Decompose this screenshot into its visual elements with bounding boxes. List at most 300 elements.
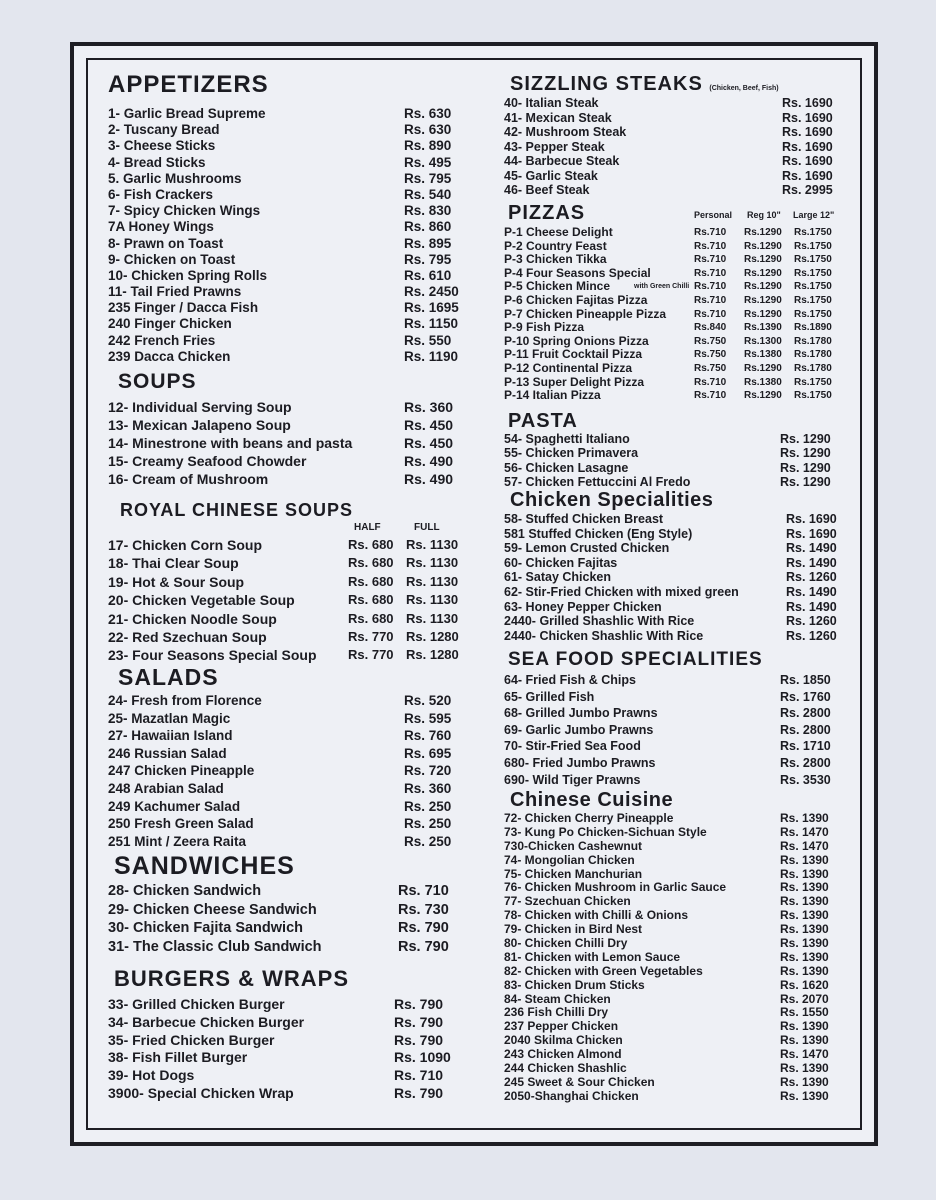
item-price: Rs. 1290 — [780, 460, 831, 475]
item-name: 84- Steam Chicken — [504, 991, 611, 1006]
menu-item-row — [108, 1049, 468, 1067]
item-price: Rs. 250 — [404, 816, 452, 832]
menu-item-row — [108, 762, 468, 780]
full-price: Rs. 1130 — [406, 573, 459, 589]
item-name: P-4 Four Seasons Special — [504, 265, 651, 280]
item-name: 9- Chicken on Toast — [108, 251, 236, 267]
menu-item-row — [504, 629, 850, 644]
item-name: 68- Grilled Jumbo Prawns — [504, 706, 658, 721]
item-name: 55- Chicken Primavera — [504, 446, 639, 461]
item-name: 60- Chicken Fajitas — [504, 555, 618, 570]
menu-item-row — [108, 349, 468, 365]
menu-item-row — [108, 398, 468, 416]
royal-chinese-soups-section — [108, 498, 468, 665]
reg-price: Rs.1390 — [744, 322, 782, 334]
item-name: 2- Tuscany Bread — [108, 122, 220, 138]
full-price: Rs. 1130 — [406, 555, 459, 571]
item-name: 680- Fried Jumbo Prawns — [504, 755, 656, 770]
item-price: Rs. 1690 — [782, 96, 833, 110]
item-name: 237 Pepper Chicken — [504, 1019, 619, 1034]
item-name: 56- Chicken Lasagne — [504, 460, 629, 475]
item-name: P-12 Continental Pizza — [504, 360, 633, 375]
item-name: 11- Tail Fried Prawns — [108, 284, 242, 300]
menu-item-row — [108, 610, 468, 628]
half-price: Rs. 680 — [348, 592, 394, 608]
menu-item-row — [108, 798, 468, 816]
item-name: 250 Fresh Green Salad — [108, 816, 254, 832]
item-name: 23- Four Seasons Special Soup — [108, 647, 317, 664]
menu-item-row — [504, 125, 850, 140]
item-price: Rs. 360 — [404, 780, 452, 796]
item-price: Rs. 1260 — [786, 628, 837, 643]
menu-item-row — [504, 96, 850, 111]
item-price: Rs. 1690 — [786, 512, 837, 526]
appetizers-title: APPETIZERS — [108, 71, 269, 98]
steaks-title-text: SIZZLING STEAKS — [510, 73, 703, 95]
item-price: Rs. 1390 — [780, 949, 829, 964]
menu-item-row — [504, 541, 850, 556]
item-name: 63- Honey Pepper Chicken — [504, 599, 662, 614]
personal-price: Rs.710 — [694, 227, 727, 238]
half-price: Rs. 770 — [348, 647, 394, 663]
item-name: 31- The Classic Club Sandwich — [108, 938, 322, 955]
personal-price: Rs.750 — [694, 362, 727, 374]
menu-item-row — [504, 826, 850, 840]
large-price: Rs.1780 — [794, 362, 832, 374]
item-price: Rs. 695 — [404, 745, 452, 761]
menu-item-row — [504, 840, 850, 854]
sandwiches-section — [108, 850, 468, 956]
menu-item-row — [108, 252, 468, 268]
item-price: Rs. 1390 — [780, 894, 829, 909]
personal-label: Personal — [694, 210, 733, 220]
item-price: Rs. 795 — [404, 251, 452, 267]
menu-item-row — [504, 169, 850, 184]
menu-item-row — [108, 171, 468, 187]
item-name: 235 Finger / Dacca Fish — [108, 300, 259, 316]
menu-item-row — [108, 1085, 468, 1103]
item-name: 2050-Shanghai Chicken — [504, 1088, 639, 1103]
menu-item-row — [504, 705, 850, 722]
menu-item-row — [108, 901, 468, 920]
item-price: Rs. 630 — [404, 122, 452, 138]
item-price: Rs. 790 — [394, 1084, 444, 1101]
large-price: Rs.1750 — [794, 390, 832, 402]
item-name: 3- Cheese Sticks — [108, 138, 216, 154]
item-name: 81- Chicken with Lemon Sauce — [504, 949, 681, 964]
salads-section — [108, 662, 468, 850]
item-price: Rs. 1490 — [786, 584, 837, 599]
item-price: Rs. 720 — [404, 763, 452, 779]
item-price: Rs. 1690 — [782, 110, 833, 125]
menu-item-row — [108, 996, 468, 1014]
menu-item-row — [108, 284, 468, 300]
menu-item-row — [504, 951, 850, 965]
steaks-note: (Chicken, Beef, Fish) — [709, 85, 779, 92]
item-name: 245 Sweet & Sour Chicken — [504, 1074, 655, 1089]
item-name: 16- Cream of Mushroom — [108, 471, 269, 487]
item-name: 40- Italian Steak — [504, 96, 599, 110]
item-name: P-9 Fish Pizza — [504, 320, 585, 335]
item-name: P-6 Chicken Fajitas Pizza — [504, 292, 648, 307]
menu-item-row — [504, 308, 850, 322]
half-price: Rs. 680 — [348, 555, 394, 571]
menu-item-row — [108, 268, 468, 284]
item-name: 58- Stuffed Chicken Breast — [504, 512, 664, 526]
menu-item-row — [504, 240, 850, 254]
item-price: Rs. 520 — [404, 693, 452, 708]
item-price: Rs. 450 — [404, 417, 454, 433]
reg-price: Rs.1290 — [744, 390, 782, 402]
menu-item-row — [504, 1034, 850, 1048]
menu-item-row — [504, 253, 850, 267]
item-name: 247 Chicken Pineapple — [108, 763, 255, 779]
menu-item-row — [108, 434, 468, 452]
reg-price: Rs.1300 — [744, 335, 782, 347]
menu-item-row — [504, 348, 850, 362]
item-price: Rs. 1550 — [780, 1005, 829, 1020]
item-price: Rs. 3530 — [780, 772, 831, 787]
item-price: Rs. 1695 — [404, 300, 459, 316]
full-price: Rs. 1280 — [406, 647, 459, 663]
item-price: Rs. 1290 — [780, 446, 831, 461]
menu-item-row — [504, 755, 850, 772]
full-label: FULL — [414, 522, 440, 533]
full-price: Rs. 1130 — [406, 592, 459, 608]
item-price: Rs. 1490 — [786, 541, 837, 556]
menu-item-row — [504, 294, 850, 308]
royal-chinese-soups-title: ROYAL CHINESE SOUPS — [120, 500, 354, 520]
full-price: Rs. 1280 — [406, 628, 459, 644]
large-price: Rs.1750 — [794, 267, 832, 279]
item-price: Rs. 1390 — [780, 1061, 829, 1076]
menu-item-row — [504, 979, 850, 993]
item-price: Rs. 2800 — [780, 722, 831, 737]
large-price: Rs.1750 — [794, 240, 832, 252]
large-price: Rs.1780 — [794, 335, 832, 347]
menu-item-row — [504, 527, 850, 542]
item-name: 5. Garlic Mushrooms — [108, 170, 242, 186]
item-name: 12- Individual Serving Soup — [108, 399, 292, 415]
pizzas-title: PIZZAS — [508, 202, 586, 224]
reg-price: Rs.1380 — [744, 349, 782, 361]
item-name: 73- Kung Po Chicken-Sichuan Style — [504, 824, 707, 839]
large-price: Rs.1750 — [794, 254, 832, 266]
chinese-section — [504, 788, 850, 1104]
item-price: Rs. 360 — [404, 399, 454, 415]
menu-item-row — [504, 335, 850, 349]
menu-item-row — [504, 512, 850, 527]
item-name: 61- Satay Chicken — [504, 570, 611, 585]
item-name: P-1 Cheese Delight — [504, 225, 613, 239]
menu-item-row — [108, 745, 468, 763]
item-price: Rs. 1490 — [786, 599, 837, 614]
menu-item-row — [504, 1076, 850, 1090]
half-price: Rs. 680 — [348, 573, 394, 589]
personal-price: Rs.840 — [694, 322, 727, 334]
item-price: Rs. 495 — [404, 154, 452, 170]
burgers-section — [108, 964, 468, 1103]
item-name: 39- Hot Dogs — [108, 1067, 195, 1084]
item-name: 78- Chicken with Chilli & Onions — [504, 908, 689, 923]
item-price: Rs. 1470 — [780, 824, 829, 839]
menu-item-row — [108, 692, 468, 710]
menu-item-row — [108, 554, 468, 572]
menu-item-row — [504, 868, 850, 882]
item-price: Rs. 550 — [404, 332, 452, 348]
menu-item-row — [504, 881, 850, 895]
item-name: 45- Garlic Steak — [504, 168, 598, 183]
menu-item-row — [504, 895, 850, 909]
item-name: 7- Spicy Chicken Wings — [108, 203, 261, 219]
item-name: 75- Chicken Manchurian — [504, 866, 643, 881]
burgers-title: BURGERS & WRAPS — [114, 966, 350, 991]
item-price: Rs. 2070 — [780, 991, 829, 1006]
item-price: Rs. 1710 — [780, 739, 831, 754]
item-price: Rs. 2995 — [782, 183, 833, 197]
item-name: 70- Stir-Fried Sea Food — [504, 739, 641, 754]
item-name: 76- Chicken Mushroom in Garlic Sauce — [504, 880, 727, 895]
item-price: Rs. 1470 — [780, 1047, 829, 1062]
item-name: 10- Chicken Spring Rolls — [108, 267, 268, 283]
menu-item-row — [504, 909, 850, 923]
item-price: Rs. 730 — [398, 901, 449, 918]
item-price: Rs. 710 — [398, 883, 449, 899]
item-price: Rs. 490 — [404, 471, 454, 487]
item-price: Rs. 1850 — [780, 673, 831, 687]
large-price: Rs.1750 — [794, 294, 832, 306]
item-price: Rs. 610 — [404, 267, 452, 283]
reg-price: Rs.1290 — [744, 227, 782, 238]
menu-item-row — [504, 585, 850, 600]
item-price: Rs. 830 — [404, 203, 452, 219]
personal-price: Rs.710 — [694, 294, 727, 306]
menu-item-row — [504, 965, 850, 979]
pasta-title: PASTA — [508, 410, 578, 432]
item-name: 54- Spaghetti Italiano — [504, 432, 630, 446]
chicken-specialities-section — [504, 488, 850, 643]
menu-item-row — [504, 446, 850, 460]
personal-price: Rs.750 — [694, 335, 727, 347]
reg-price: Rs.1290 — [744, 254, 782, 266]
menu-item-row — [504, 432, 850, 446]
personal-price: Rs.710 — [694, 281, 727, 293]
menu-item-row — [504, 1062, 850, 1076]
item-name: 8- Prawn on Toast — [108, 235, 224, 251]
item-price: Rs. 1490 — [786, 555, 837, 570]
chicken-specialities-title: Chicken Specialities — [510, 489, 714, 511]
item-name: 44- Barbecue Steak — [504, 154, 620, 168]
menu-item-row — [504, 689, 850, 706]
seafood-section — [504, 648, 850, 788]
item-name: 242 French Fries — [108, 332, 216, 348]
item-name: 29- Chicken Cheese Sandwich — [108, 901, 317, 918]
item-price: Rs. 790 — [394, 1031, 444, 1048]
menu-item-row — [108, 416, 468, 434]
item-price: Rs. 1390 — [780, 852, 829, 867]
menu-item-row — [504, 362, 850, 376]
item-price: Rs. 2800 — [780, 706, 831, 721]
item-name: 35- Fried Chicken Burger — [108, 1031, 275, 1048]
item-price: Rs. 1390 — [780, 963, 829, 978]
pasta-section — [504, 410, 850, 490]
item-name: 730-Chicken Cashewnut — [504, 838, 643, 853]
menu-item-row — [108, 122, 468, 138]
item-price: Rs. 1150 — [404, 316, 459, 332]
large-price: Rs.1780 — [794, 349, 832, 361]
menu-item-row — [504, 937, 850, 951]
item-price: Rs. 790 — [398, 920, 449, 936]
menu-item-row — [108, 333, 468, 349]
menu-item-row — [108, 106, 468, 122]
item-name: 1- Garlic Bread Supreme — [108, 106, 266, 121]
item-name: 6- Fish Crackers — [108, 186, 214, 202]
item-name: P-2 Country Feast — [504, 238, 607, 253]
soups-title: SOUPS — [118, 370, 197, 393]
item-price: Rs. 540 — [404, 186, 452, 202]
green-chilli-note: with Green Chilli — [634, 283, 690, 291]
chinese-title: Chinese Cuisine — [510, 789, 674, 811]
item-name: 82- Chicken with Green Vegetables — [504, 963, 703, 978]
menu-item-row — [504, 1048, 850, 1062]
half-label: HALF — [354, 522, 381, 533]
item-name: 7A Honey Wings — [108, 219, 214, 235]
item-name: 2440- Grilled Shashlic With Rice — [504, 614, 695, 629]
menu-item-row — [504, 1090, 850, 1104]
item-price: Rs. 450 — [404, 435, 454, 451]
item-price: Rs. 490 — [404, 453, 454, 469]
item-price: Rs. 890 — [404, 138, 452, 154]
large-label: Large 12" — [793, 210, 835, 220]
menu-item-row — [108, 938, 468, 957]
large-price: Rs.1890 — [794, 322, 832, 334]
item-price: Rs. 2450 — [404, 284, 459, 300]
item-price: Rs. 895 — [404, 235, 452, 251]
personal-price: Rs.750 — [694, 349, 727, 361]
item-name: 59- Lemon Crusted Chicken — [504, 541, 670, 556]
menu-item-row — [108, 882, 468, 901]
item-price: Rs. 1470 — [780, 838, 829, 853]
steaks-section — [504, 72, 850, 198]
large-price: Rs.1750 — [794, 281, 832, 293]
menu-item-row — [108, 1067, 468, 1085]
menu-item-row — [108, 919, 468, 938]
menu-item-row — [504, 461, 850, 475]
menu-item-row — [504, 993, 850, 1007]
menu-item-row — [504, 111, 850, 126]
item-price: Rs. 1390 — [780, 1088, 829, 1103]
menu-item-row — [504, 738, 850, 755]
menu-item-row — [504, 923, 850, 937]
item-name: 43- Pepper Steak — [504, 139, 605, 154]
item-price: Rs. 710 — [394, 1067, 444, 1084]
item-price: Rs. 1390 — [780, 1033, 829, 1048]
menu-item-row — [108, 452, 468, 470]
menu-item-row — [108, 138, 468, 154]
item-name: 24- Fresh from Florence — [108, 693, 262, 708]
item-price: Rs. 1290 — [780, 432, 831, 446]
item-price: Rs. 1260 — [786, 570, 837, 585]
item-name: P-7 Chicken Pineapple Pizza — [504, 306, 667, 321]
menu-item-row — [504, 226, 850, 240]
item-name: 62- Stir-Fried Chicken with mixed green — [504, 584, 739, 599]
full-price: Rs. 1130 — [406, 610, 459, 626]
item-name: 79- Chicken in Bird Nest — [504, 922, 643, 937]
personal-price: Rs.710 — [694, 390, 727, 402]
item-price: Rs. 1090 — [394, 1049, 451, 1066]
menu-item-row — [504, 1006, 850, 1020]
item-name: 19- Hot & Sour Soup — [108, 573, 245, 590]
item-name: P-13 Super Delight Pizza — [504, 374, 645, 389]
menu-item-row — [504, 154, 850, 169]
item-name: 65- Grilled Fish — [504, 689, 595, 704]
menu-item-row — [504, 672, 850, 689]
item-name: 240 Finger Chicken — [108, 316, 232, 332]
item-name: P-3 Chicken Tikka — [504, 252, 607, 267]
menu-item-row — [504, 140, 850, 155]
item-name: 27- Hawaiian Island — [108, 728, 233, 744]
item-price: Rs. 1390 — [780, 1019, 829, 1034]
personal-price: Rs.710 — [694, 308, 727, 320]
menu-item-row — [504, 812, 850, 826]
item-name: 25- Mazatlan Magic — [108, 710, 231, 726]
half-price: Rs. 680 — [348, 610, 394, 626]
item-name: 13- Mexican Jalapeno Soup — [108, 417, 291, 433]
item-price: Rs. 790 — [394, 1013, 444, 1030]
item-name: 3900- Special Chicken Wrap — [108, 1084, 294, 1101]
large-price: Rs.1750 — [794, 308, 832, 320]
menu-item-row — [108, 203, 468, 219]
item-price: Rs. 250 — [404, 833, 452, 849]
personal-price: Rs.710 — [694, 376, 727, 388]
reg-price: Rs.1290 — [744, 281, 782, 293]
menu-item-row — [108, 155, 468, 171]
menu-item-row — [504, 854, 850, 868]
item-name: 69- Garlic Jumbo Prawns — [504, 722, 654, 737]
item-name: 80- Chicken Chilli Dry — [504, 936, 628, 951]
item-name: 72- Chicken Cherry Pineapple — [504, 811, 674, 825]
item-price: Rs. 1390 — [780, 908, 829, 923]
item-name: 41- Mexican Steak — [504, 110, 612, 125]
full-price: Rs. 1130 — [406, 537, 459, 552]
reg-price: Rs.1290 — [744, 308, 782, 320]
item-price: Rs. 1290 — [780, 475, 831, 490]
item-price: Rs. 760 — [404, 728, 452, 744]
reg-price: Rs.1290 — [744, 267, 782, 279]
item-price: Rs. 1390 — [780, 936, 829, 951]
item-price: Rs. 795 — [404, 170, 452, 186]
menu-item-row — [504, 614, 850, 629]
item-name: 28- Chicken Sandwich — [108, 883, 262, 899]
item-name: 14- Minestrone with beans and pasta — [108, 435, 353, 451]
menu-item-row — [504, 772, 850, 789]
item-price: Rs. 1760 — [780, 689, 831, 704]
item-name: P-11 Fruit Cocktail Pizza — [504, 347, 643, 362]
salads-title: SALADS — [118, 664, 219, 690]
item-name: 83- Chicken Drum Sticks — [504, 977, 645, 992]
item-name: 2440- Chicken Shashlic With Rice — [504, 628, 704, 643]
reg-price: Rs.1290 — [744, 294, 782, 306]
item-price: Rs. 1390 — [780, 1074, 829, 1089]
reg-price: Rs.1380 — [744, 376, 782, 388]
reg-label: Reg 10" — [747, 210, 781, 220]
item-name: 243 Chicken Almond — [504, 1047, 622, 1062]
seafood-title: SEA FOOD SPECIALITIES — [508, 649, 763, 670]
item-name: P-14 Italian Pizza — [504, 388, 601, 403]
personal-price: Rs.710 — [694, 254, 727, 266]
item-name: 249 Kachumer Salad — [108, 798, 241, 814]
menu-item-row — [108, 780, 468, 798]
